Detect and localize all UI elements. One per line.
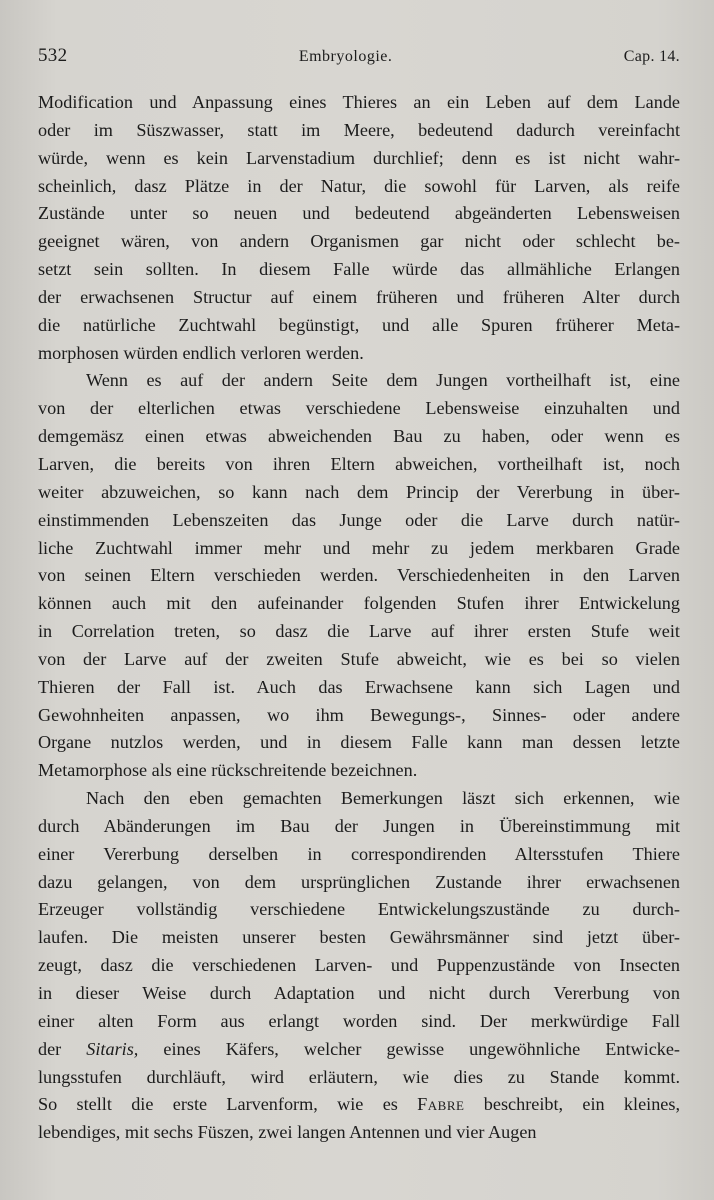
text-line: geeignet wären, von andern Organismen gar nicht oder schlecht be- bbox=[38, 231, 680, 252]
text-line: setzt sein sollten. In diesem Falle würde das allmähliche Erlangen bbox=[38, 259, 680, 280]
text-line: Nach den eben gemachten Bemerkungen läszt sich erkennen, wie bbox=[86, 788, 680, 809]
text-line: lungsstufen durchläuft, wird erläutern, wie dies zu Stande kommt. bbox=[38, 1066, 680, 1087]
text-line: morphosen würden endlich verloren werden. bbox=[38, 342, 364, 363]
text-segment: So stellt die erste Larvenform, wie es bbox=[38, 1094, 418, 1115]
text-line: in Correlation treten, so dasz die Larve auf ihrer ersten Stufe weit bbox=[38, 621, 680, 642]
text-line: einstimmenden Lebenszeiten das Junge oder die Larve durch natür- bbox=[38, 509, 680, 530]
text-line: Modification und Anpassung eines Thieres an ein Leben auf dem Lande bbox=[38, 92, 680, 112]
text-line: Thieren der Fall ist. Auch das Erwachsene kann sich Lagen und bbox=[38, 676, 680, 697]
text-line: Metamorphose als eine rückschreitende bezeichnen. bbox=[38, 760, 418, 781]
body-text bbox=[38, 89, 680, 1147]
text-line: einer Vererbung derselben in correspondirenden Altersstufen Thiere bbox=[38, 843, 680, 864]
text-line: durch Abänderungen im Bau der Jungen in Übereinstimmung mit bbox=[38, 815, 680, 836]
author-name: Fabre bbox=[417, 1094, 465, 1115]
text-line: weiter abzuweichen, so kann nach dem Princip der Vererbung in über- bbox=[38, 481, 680, 502]
text-line: Zustände unter so neuen und bedeutend abgeänderten Lebensweisen bbox=[38, 203, 680, 224]
text-line: von der Larve auf der zweiten Stufe abweicht, wie es bei so vielen bbox=[38, 648, 680, 669]
text-line: oder im Süszwasser, statt im Meere, bedeutend dadurch vereinfacht bbox=[38, 119, 680, 140]
text-line: einer alten Form aus erlangt worden sind. Der merkwürdige Fall bbox=[38, 1010, 680, 1031]
text-line: demgemäsz einen etwas abweichenden Bau zu haben, oder wenn es bbox=[38, 426, 680, 447]
text-line: Erzeuger vollständig verschiedene Entwickelungszustände zu durch- bbox=[38, 899, 680, 920]
text-segment: eines Käfers, welcher gewisse ungewöhnliche Entwicke- bbox=[138, 1038, 680, 1059]
page-number: 532 bbox=[38, 45, 68, 66]
text-line: laufen. Die meisten unserer besten Gewährsmänner sind jetzt über- bbox=[38, 927, 680, 948]
text-line: der erwachsenen Structur auf einem früheren und früheren Alter durch bbox=[38, 286, 680, 307]
text-line: würde, wenn es kein Larvenstadium durchlief; denn es ist nicht wahr- bbox=[38, 147, 680, 168]
text-line bbox=[38, 1091, 680, 1119]
text-segment: beschreibt, ein kleines, bbox=[464, 1094, 680, 1115]
text-segment: der bbox=[38, 1038, 87, 1059]
text-line: liche Zuchtwahl immer mehr und mehr zu jedem merkbaren Grade bbox=[38, 537, 680, 558]
text-line: lebendiges, mit sechs Füszen, zwei langen Antennen und vier Augen bbox=[38, 1122, 537, 1143]
text-line: von seinen Eltern verschieden werden. Verschiedenheiten in den Larven bbox=[38, 565, 680, 586]
text-line: von der elterlichen etwas verschiedene Lebensweise einzuhalten und bbox=[38, 398, 680, 419]
text-line: Larven, die bereits von ihren Eltern abweichen, vortheilhaft ist, noch bbox=[38, 453, 680, 474]
text-line: Organe nutzlos werden, und in diesem Falle kann man dessen letzte bbox=[38, 732, 680, 753]
text-line: zeugt, dasz die verschiedenen Larven- und Puppenzustände von Insecten bbox=[38, 955, 680, 976]
text-line: können auch mit den aufeinander folgenden Stufen ihrer Entwickelung bbox=[38, 593, 680, 614]
italic-term: Sitaris, bbox=[86, 1038, 139, 1059]
text-line: dazu gelangen, von dem ursprünglichen Zustande ihrer erwachsenen bbox=[38, 871, 680, 892]
text-line bbox=[38, 1036, 680, 1064]
running-title: Embryologie. bbox=[298, 48, 393, 65]
text-line: in dieser Weise durch Adaptation und nicht durch Vererbung von bbox=[38, 983, 680, 1003]
chapter-reference: Cap. 14. bbox=[623, 48, 680, 65]
text-line: scheinlich, dasz Plätze in der Natur, die sowohl für Larven, als reife bbox=[38, 175, 680, 196]
text-line: Wenn es auf der andern Seite dem Jungen vortheilhaft ist, eine bbox=[86, 370, 680, 391]
text-line: Gewohnheiten anpassen, wo ihm Bewegungs-, Sinnes- oder andere bbox=[38, 704, 680, 725]
page-header bbox=[38, 45, 680, 75]
text-line: die natürliche Zuchtwahl begünstigt, und alle Spuren früherer Meta- bbox=[38, 314, 680, 335]
